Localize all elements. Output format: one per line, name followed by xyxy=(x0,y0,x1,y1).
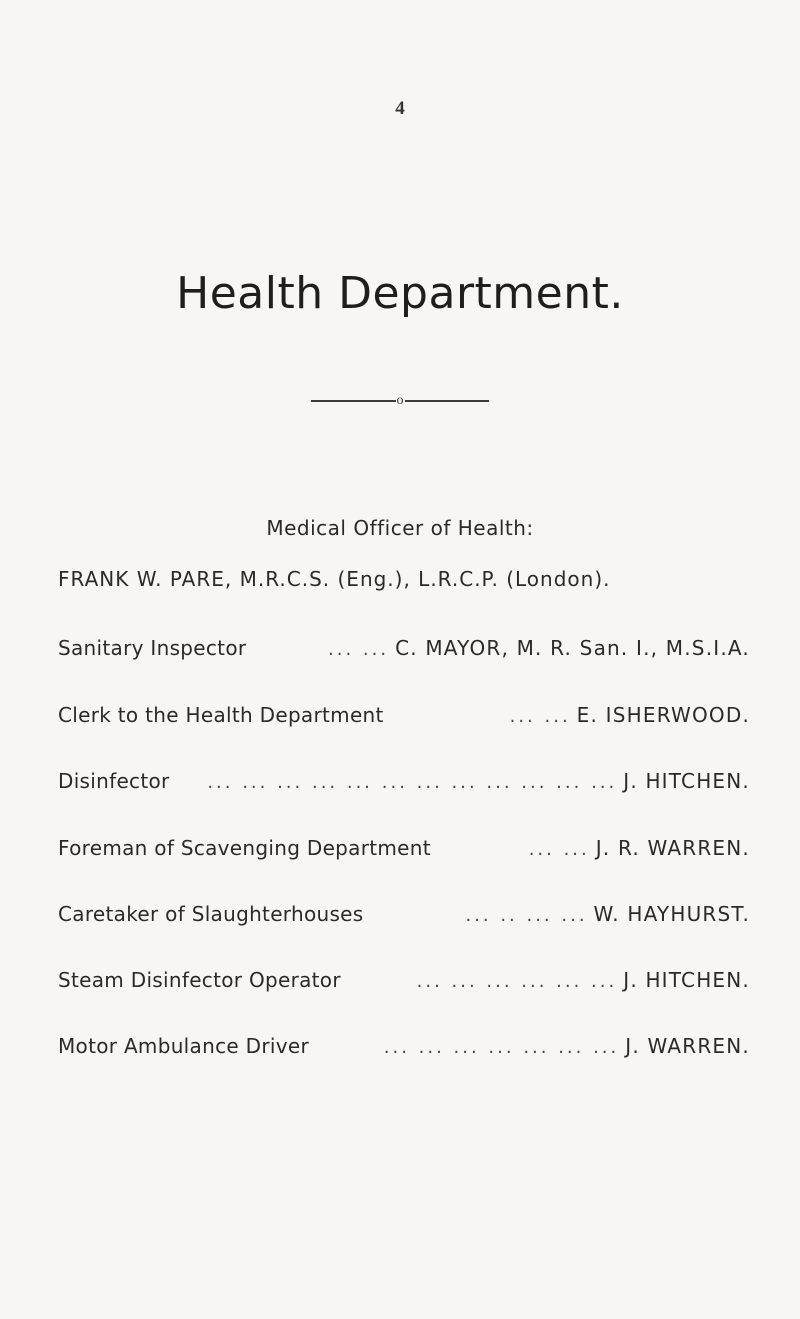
staff-name: J. WARREN. xyxy=(625,1034,750,1058)
staff-row xyxy=(58,968,750,992)
staff-role: Steam Disinfector Operator xyxy=(58,968,341,992)
staff-row xyxy=(58,836,750,860)
dot-leader: ... .. ... ... xyxy=(465,905,588,926)
divider xyxy=(311,394,489,408)
staff-role: Sanitary Inspector xyxy=(58,636,247,660)
dot-leader: ... ... ... ... ... ... ... xyxy=(383,1037,620,1058)
staff-row xyxy=(58,703,750,727)
staff-name: J. HITCHEN. xyxy=(623,968,750,992)
staff-role: Foreman of Scavenging Department xyxy=(58,836,431,860)
staff-role: Motor Ambulance Driver xyxy=(58,1034,309,1058)
dot-leader: ... ... xyxy=(509,706,571,727)
staff-name: W. HAYHURST. xyxy=(593,902,750,926)
page-number: 4 xyxy=(395,98,405,119)
dot-leader: ... ... xyxy=(328,639,390,660)
staff-role: Disinfector xyxy=(58,769,170,793)
staff-role: Caretaker of Slaughterhouses xyxy=(58,902,364,926)
staff-name: C. MAYOR, M. R. San. I., M.S.I.A. xyxy=(395,636,750,660)
medical-officer-name: FRANK W. PARE, M.R.C.S. (Eng.), L.R.C.P. (London). xyxy=(58,567,611,591)
staff-row xyxy=(58,902,750,926)
page-title: Health Department. xyxy=(176,268,624,319)
staff-row xyxy=(58,769,750,793)
dot-leader: ... ... ... ... ... ... xyxy=(416,971,618,992)
staff-row xyxy=(58,1034,750,1058)
staff-role: Clerk to the Health Department xyxy=(58,703,384,727)
divider-line-right xyxy=(405,400,490,402)
section-subtitle: Medical Officer of Health: xyxy=(266,516,534,540)
staff-name: J. HITCHEN. xyxy=(623,769,750,793)
divider-mark: o xyxy=(396,393,404,408)
staff-name: J. R. WARREN. xyxy=(595,836,750,860)
dot-leader: ... ... xyxy=(528,839,590,860)
staff-name: E. ISHERWOOD. xyxy=(576,703,750,727)
staff-row xyxy=(58,636,750,660)
dot-leader: ... ... ... ... ... ... ... ... ... ... ... ... xyxy=(207,772,618,793)
divider-line-left xyxy=(311,400,396,402)
